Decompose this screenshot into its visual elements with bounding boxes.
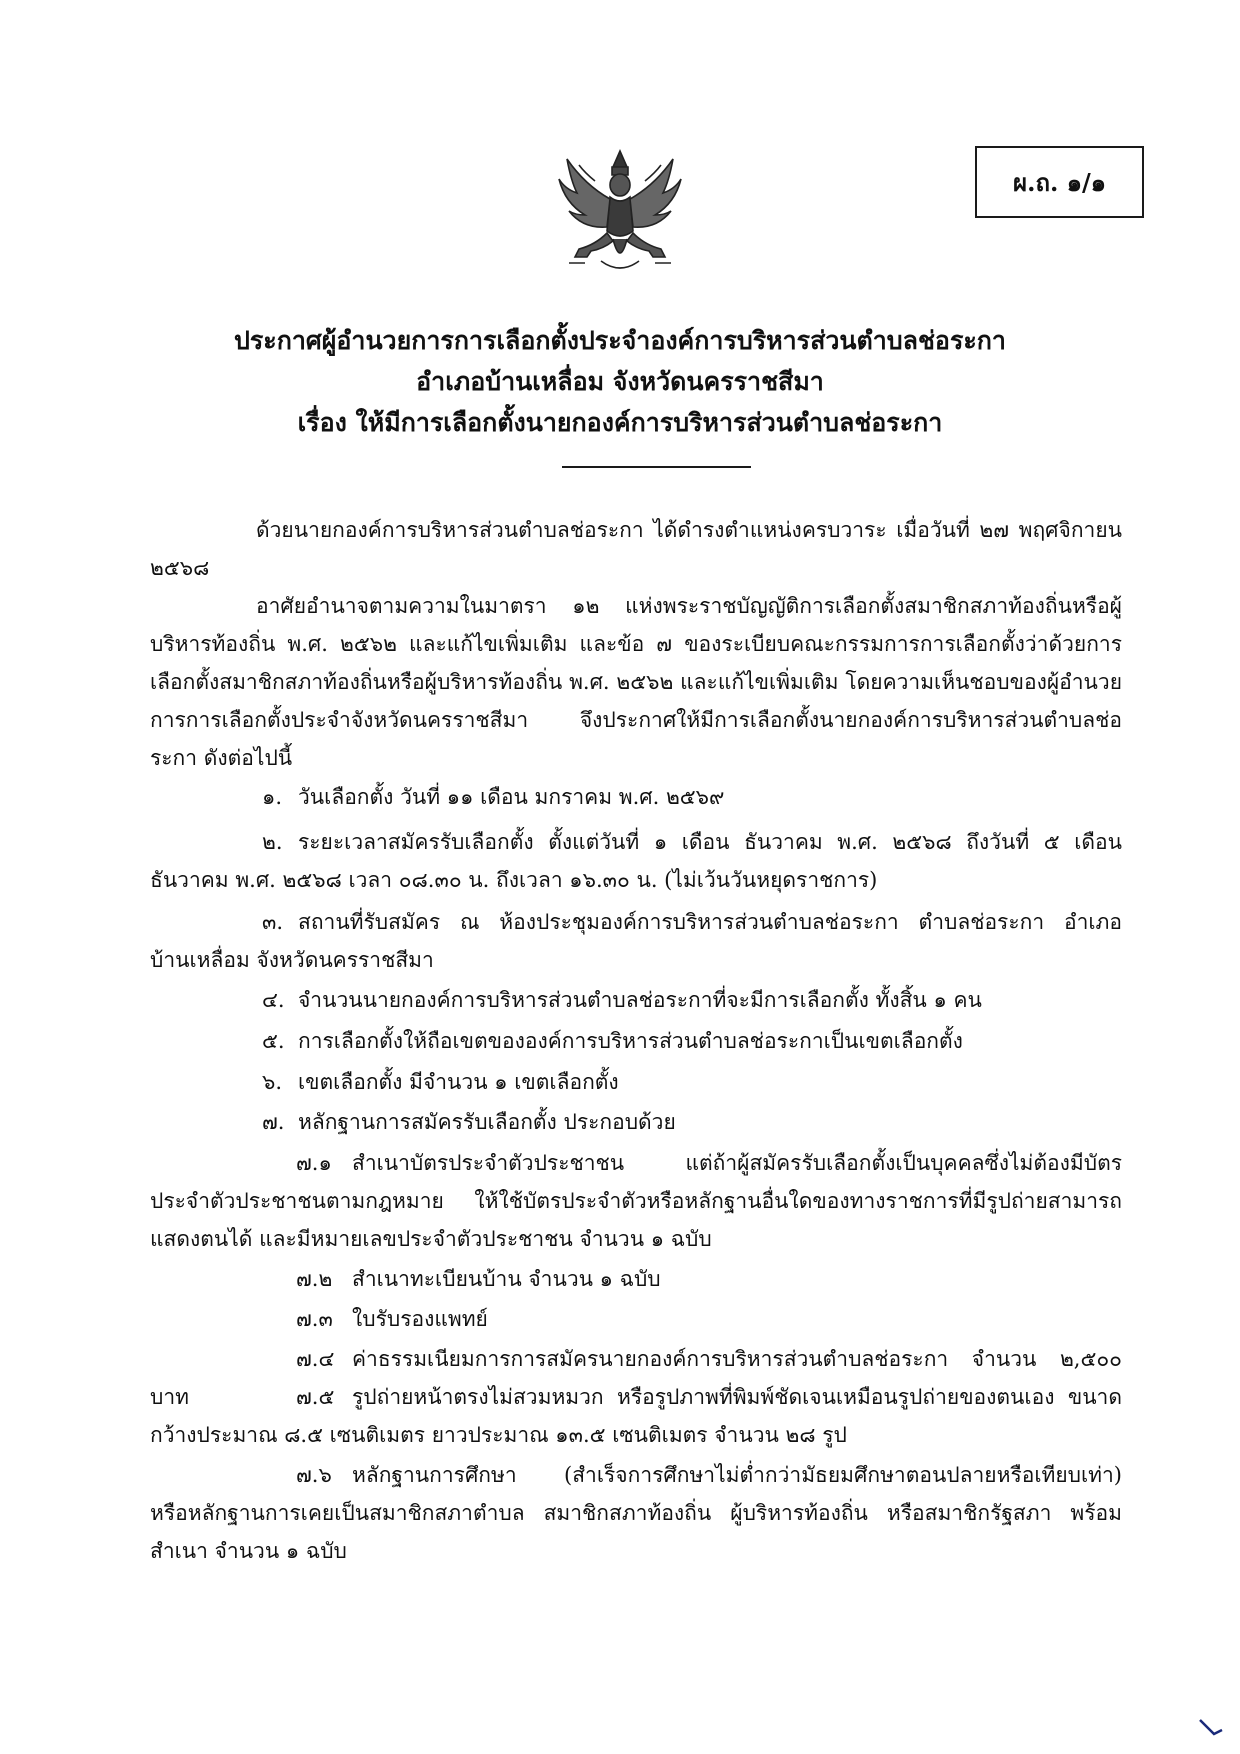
sub-item-number: ๗.๕: [296, 1385, 335, 1409]
sub-item-number: ๗.๔: [296, 1347, 335, 1371]
form-code: ผ.ถ. ๑/๑: [1013, 167, 1106, 197]
title-line-1: ประกาศผู้อำนวยการการเลือกตั้งประจำองค์การบริหารส่วนตำบลช่อระกา: [234, 326, 1006, 355]
item-text: การเลือกตั้งให้ถือเขตขององค์การบริหารส่วนตำบลช่อระกาเป็นเขตเลือกตั้ง: [298, 1029, 963, 1053]
title-line-2: อำเภอบ้านเหลื่อม จังหวัดนครราชสีมา: [416, 367, 824, 396]
item-text: ระยะเวลาสมัครรับเลือกตั้ง ตั้งแต่วันที่ ๑ เดือน ธันวาคม พ.ศ. ๒๕๖๘ ถึงวันที่ ๕ เดือน ธันวาคม พ.ศ. ๒๕๖๘ เวลา ๐๘.๓๐ น. ถึงเวลา ๑๖.๓๐ น. (ไม่เว้นวันหยุดราชการ): [150, 830, 1122, 892]
list-item: [262, 1103, 1122, 1141]
sub-item-number: ๗.๑: [296, 1151, 332, 1175]
item-text: หลักฐานการสมัครรับเลือกตั้ง ประกอบด้วย: [298, 1110, 676, 1134]
item-number: ๕.: [262, 1029, 285, 1053]
item-text: สถานที่รับสมัคร ณ ห้องประชุมองค์การบริหารส่วนตำบลช่อระกา ตำบลช่อระกา อำเภอบ้านเหลื่อม จังหวัดนครราชสีมา: [150, 910, 1122, 972]
sub-item: [150, 1144, 1122, 1258]
sub-item: [150, 1260, 1122, 1298]
sub-item-number: ๗.๒: [296, 1267, 333, 1291]
sub-item: [150, 1456, 1122, 1570]
sub-item-text: ใบรับรองแพทย์: [352, 1307, 488, 1331]
item-number: ๔.: [262, 988, 285, 1012]
item-text: เขตเลือกตั้ง มีจำนวน ๑ เขตเลือกตั้ง: [298, 1070, 619, 1094]
paragraph-2: อาศัยอำนาจตามความในมาตรา ๑๒ แห่งพระราชบัญญัติการเลือกตั้งสมาชิกสภาท้องถิ่นหรือผู้บริหารท้องถิ่น พ.ศ. ๒๕๖๒ และแก้ไขเพิ่มเติม และข้อ ๗ ของระเบียบคณะกรรมการการเลือกตั้งว่าด้วยการเลือกตั้งสมาชิกสภาท้องถิ่นหรือผู้บริหารท้องถิ่น พ.ศ. ๒๕๖๒ และแก้ไขเพิ่มเติม โดยความเห็นชอบของผู้อำนวยการการเลือกตั้งประจำจังหวัดนครราชสีมา จึงประกาศให้มีการเลือกตั้งนายกองค์การบริหารส่วนตำบลช่อระกา ดังต่อไปนี้: [150, 594, 1122, 770]
list-item: [150, 823, 1122, 899]
item-number: ๗.: [262, 1110, 285, 1134]
paragraph-1: ด้วยนายกองค์การบริหารส่วนตำบลช่อระกา ได้ดำรงตำแหน่งครบวาระ เมื่อวันที่ ๒๗ พฤศจิกายน ๒๕๖๘: [150, 518, 1122, 580]
sub-item-number: ๗.๖: [296, 1463, 332, 1487]
sub-item-number: ๗.๓: [296, 1307, 333, 1331]
title-divider: [562, 466, 751, 468]
list-item: [262, 778, 1122, 816]
sub-item-text: หลักฐานการศึกษา (สำเร็จการศึกษาไม่ต่ำกว่ามัธยมศึกษาตอนปลายหรือเทียบเท่า) หรือหลักฐานการเคยเป็นสมาชิกสภาตำบล สมาชิกสภาท้องถิ่น ผู้บริหารท้องถิ่น หรือสมาชิกรัฐสภา พร้อมสำเนา จำนวน ๑ ฉบับ: [150, 1463, 1122, 1563]
sub-item-text: ค่าธรรมเนียมการการสมัครนายกองค์การบริหารส่วนตำบลช่อระกา จำนวน ๒,๕๐๐ บาท: [150, 1347, 1122, 1409]
list-item: [262, 1063, 1122, 1101]
list-item: [150, 903, 1122, 979]
garuda-emblem-icon: [555, 145, 685, 277]
list-item: [262, 981, 1122, 1019]
form-code-box: [975, 146, 1144, 218]
item-number: ๑.: [262, 785, 283, 809]
item-number: ๓.: [262, 910, 284, 934]
sub-item-text: รูปถ่ายหน้าตรงไม่สวมหมวก หรือรูปภาพที่พิมพ์ชัดเจนเหมือนรูปถ่ายของตนเอง ขนาดกว้างประมาณ ๘.๕ เซนติเมตร ยาวประมาณ ๑๓.๕ เซนติเมตร จำนวน ๒๘ รูป: [150, 1385, 1122, 1447]
item-text: จำนวนนายกองค์การบริหารส่วนตำบลช่อระกาที่จะมีการเลือกตั้ง ทั้งสิ้น ๑ คน: [298, 988, 982, 1012]
sub-item: [150, 1300, 1122, 1338]
item-number: ๖.: [262, 1070, 283, 1094]
item-number: ๒.: [262, 830, 283, 854]
title-line-3: เรื่อง ให้มีการเลือกตั้งนายกองค์การบริหารส่วนตำบลช่อระกา: [297, 408, 943, 437]
sub-item-text: สำเนาบัตรประจำตัวประชาชน แต่ถ้าผู้สมัครรับเลือกตั้งเป็นบุคคลซึ่งไม่ต้องมีบัตรประจำตัวประชาชนตามกฎหมาย ให้ใช้บัตรประจำตัวหรือหลักฐานอื่นใดของทางราชการที่มีรูปถ่ายสามารถแสดงตนได้ และมีหมายเลขประจำตัวประชาชน จำนวน ๑ ฉบับ: [150, 1151, 1122, 1251]
scan-corner-mark-icon: [1196, 1716, 1226, 1740]
sub-item-text: สำเนาทะเบียนบ้าน จำนวน ๑ ฉบับ: [352, 1267, 661, 1291]
sub-item: [150, 1378, 1122, 1454]
item-text: วันเลือกตั้ง วันที่ ๑๑ เดือน มกราคม พ.ศ. ๒๕๖๙: [298, 785, 725, 809]
list-item: [262, 1022, 1122, 1060]
